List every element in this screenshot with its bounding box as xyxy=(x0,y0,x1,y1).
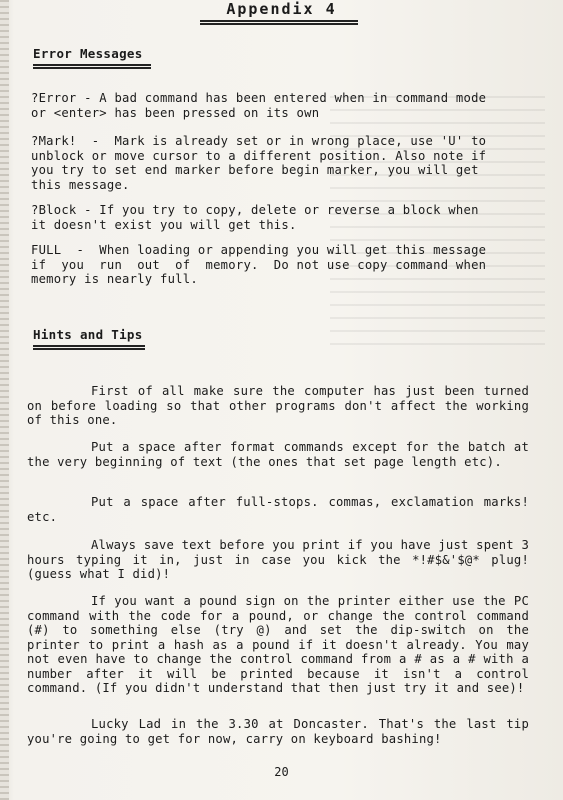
tip-paragraph: Put a space after full-stops. commas, exclamation marks! etc. xyxy=(27,495,529,524)
error-item-error: ?Error - A bad command has been entered when in command mode or <enter> has been pressed on its own xyxy=(31,91,487,120)
tip-paragraph: Always save text before you print if you have just spent 3 hours typing it in, just in case you kick the *!#$&'$@* plug! (guess what I did)! xyxy=(27,538,529,581)
page-number: 20 xyxy=(274,765,289,779)
section-heading-errors: Error Messages xyxy=(33,46,143,61)
tip-paragraph: Lucky Lad in the 3.30 at Doncaster. That's the last tip you're going to get for now, carry on keyboard bashing! xyxy=(27,717,529,746)
section-heading-tips: Hints and Tips xyxy=(33,327,143,342)
tip-paragraph: Put a space after format commands except for the batch at the very beginning of text (the ones that set page length etc). xyxy=(27,440,529,469)
errors-heading-underline xyxy=(33,64,151,69)
tip-paragraph: If you want a pound sign on the printer either use the PC command with the code for a pound, or change the control command (#) to something else (try @) and set the dip-switch on the printer to print a hash as a pound if it doesn't already. You may not even have to change the control command from a # as a # with a number after it will be printed because it isn't a control command. (If you didn't understand that then just try it and see)! xyxy=(27,594,529,695)
error-item-full: FULL - When loading or appending you will get this message if you run out of memory. Do not use copy command when memory is nearly full. xyxy=(31,243,487,286)
tip-paragraph: First of all make sure the computer has just been turned on before loading so that other programs don't affect the working of this one. xyxy=(27,384,529,427)
error-item-mark: ?Mark! - Mark is already set or in wrong place, use 'U' to unblock or move cursor to a different position. Also note if you try to set end marker before begin marker, you will get this message. xyxy=(31,134,487,192)
tips-heading-underline xyxy=(33,345,145,350)
title-underline xyxy=(200,20,358,25)
page-title: Appendix 4 xyxy=(226,0,337,18)
binding-edge xyxy=(0,0,9,800)
error-item-block: ?Block - If you try to copy, delete or reverse a block when it doesn't exist you will get this. xyxy=(31,203,479,232)
